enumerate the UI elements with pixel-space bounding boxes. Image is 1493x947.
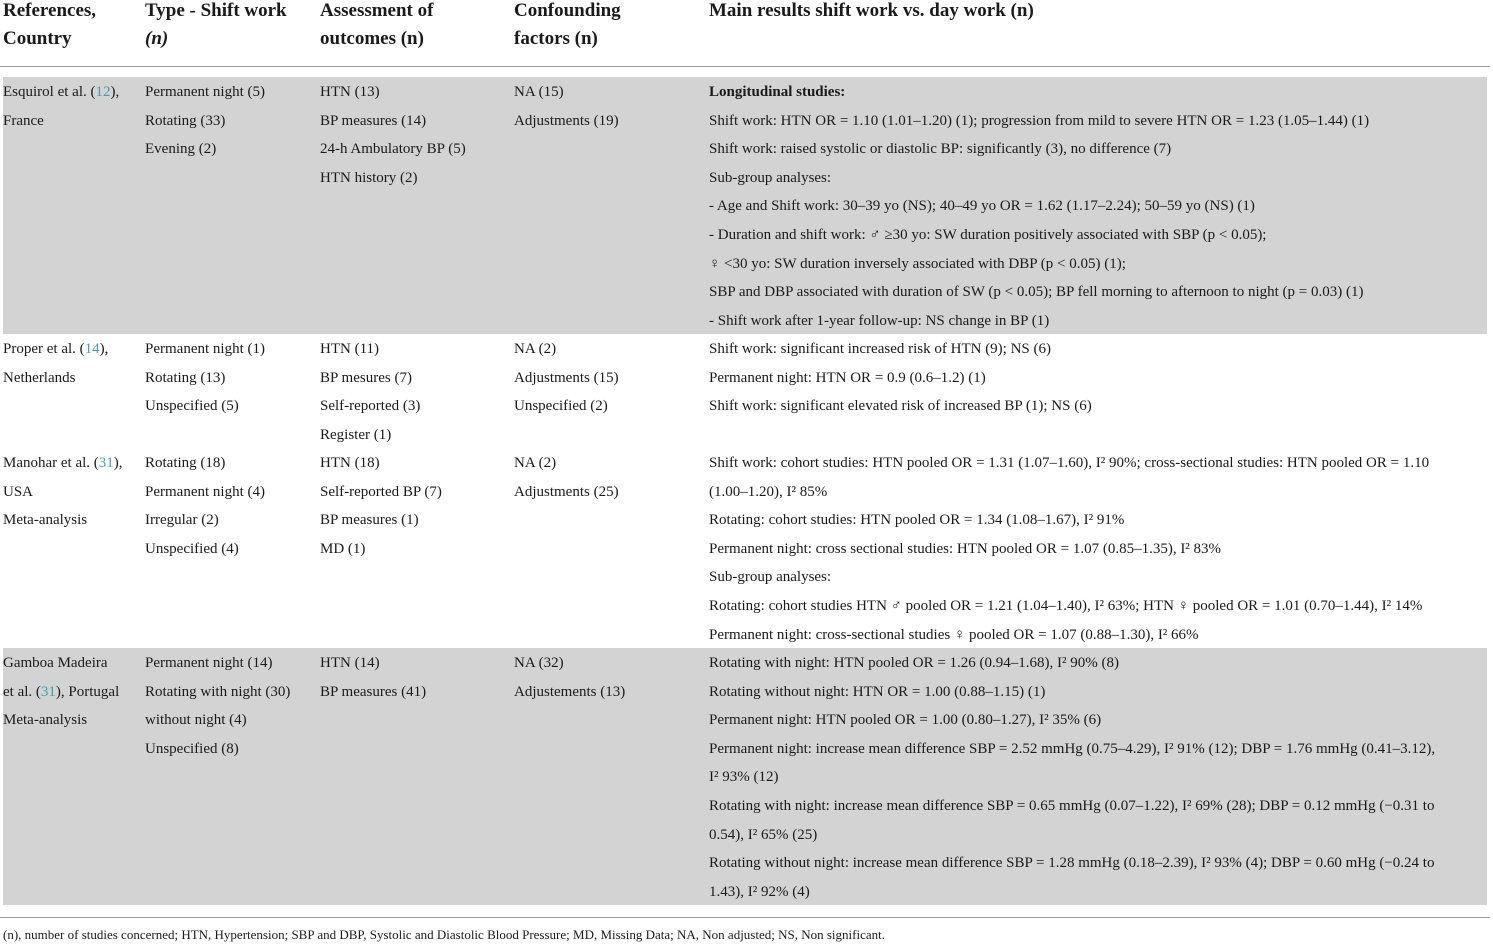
reference-line: et al. (31), Portugal bbox=[3, 683, 120, 700]
outcomes-cell: HTN (13) BP measures (14) 24-h Ambulatory BP (5) HTN history (2) bbox=[320, 84, 466, 186]
footer-rule bbox=[0, 917, 1490, 918]
citation-link[interactable]: 31 bbox=[40, 683, 56, 700]
citation-link[interactable]: 14 bbox=[84, 341, 100, 357]
type-cell: Permanent night (14) Rotating with night (30) without night (4) Unspecified (8) bbox=[145, 655, 291, 757]
confounders-cell: NA (15) Adjustments (19) bbox=[514, 84, 619, 129]
confounders-cell: NA (2) Adjustments (15) Unspecified (2) bbox=[514, 341, 619, 415]
results-cell: Rotating with night: HTN pooled OR = 1.26 (0.94–1.68), I² 90% (8) Rotating without night: HTN OR = 1.00 (0.88–1.15) (1) Permanent night: HTN pooled OR = 1.00 (0.80–1.27), I² 35% (6) Permanent night: increase mean difference SBP = 2.52 mmHg (0.75–4.29), I² 91% (12); DBP = 1.76 mmHg (0.41–3.12), I² 93% (12) Rotating with night: increase mean difference SBP = 0.65 mmHg (0.07–1.22), I² 69% (28); DBP = 0.12 mmHg (−0.31 to 0.54), I² 65% (25) Rotating without night: increase mean difference SBP = 1.28 mmHg (0.18–2.39), I² 93% (4); DBP = 0.60 mHg (−0.24 to 1.43), I² 92% (4) bbox=[709, 655, 1436, 900]
header-confounding: Confounding factors (n) bbox=[514, 0, 621, 49]
table-footnote: (n), number of studies concerned; HTN, Hypertension; SBP and DBP, Systolic and Diastolic Blood Pressure; MD, Missing Data; NA, Non adjusted; NS, Non significant. bbox=[3, 927, 885, 942]
confounders-cell: NA (2) Adjustments (25) bbox=[514, 455, 619, 500]
outcomes-cell: HTN (14) BP measures (41) bbox=[320, 655, 427, 700]
citation-link[interactable]: 31 bbox=[98, 455, 114, 471]
table-header bbox=[0, 0, 1493, 64]
reference-cell: Gamboa Madeira et al. (31), Portugal Meta-analysis bbox=[3, 649, 119, 735]
reference-cell bbox=[3, 449, 123, 535]
header-rule bbox=[0, 66, 1490, 67]
country: France bbox=[3, 112, 44, 129]
confounders-cell: NA (32) Adjustements (13) bbox=[514, 655, 626, 700]
results-cell: Shift work: cohort studies: HTN pooled OR = 1.31 (1.07–1.60), I² 90%; cross-sectional studies: HTN pooled OR = 1.10 (1.00–1.20), I² 85% Rotating: cohort studies: HTN pooled OR = 1.34 (1.08–1.67), I² 91% Permanent night: cross sectional studies: HTN pooled OR = 1.07 (0.85–1.35), I² 83% Sub-group analyses: Rotating: cohort studies HTN ♂ pooled OR = 1.21 (1.04–1.40), I² 63%; HTN ♀ pooled OR = 1.01 (0.70–1.44), I² 14% Permanent night: cross-sectional studies ♀ pooled OR = 1.07 (0.88–1.30), I² 66% bbox=[709, 455, 1430, 643]
outcomes-cell: HTN (11) BP mesures (7) Self-reported (3) Register (1) bbox=[320, 341, 421, 443]
reference-line: Esquirol et al. (12), bbox=[3, 84, 120, 100]
reference-line: Proper et al. (14), bbox=[3, 341, 109, 357]
header-assessment: Assessment of outcomes (n) bbox=[320, 0, 434, 49]
study-kind: Meta-analysis bbox=[3, 512, 88, 529]
type-cell: Rotating (18) Permanent night (4) Irregular (2) Unspecified (4) bbox=[145, 455, 265, 557]
results-subheading: Longitudinal studies: bbox=[709, 84, 846, 100]
header-references: References, Country bbox=[3, 0, 97, 49]
header-main-results: Main results shift work vs. day work (n) bbox=[709, 0, 1034, 21]
country: Netherlands bbox=[3, 369, 76, 386]
header-type: Type - Shift work (n) bbox=[145, 0, 287, 49]
results-cell: Longitudinal studies: Shift work: HTN OR = 1.10 (1.01–1.20) (1); progression from mild to severe HTN OR = 1.23 (1.05–1.44) (1) Shift work: raised systolic or diastolic BP: significantly (3), no difference (7) Sub-group analyses: - Age and Shift work: 30–39 yo (NS); 40–49 yo OR = 1.62 (1.17–2.24); 50–59 yo (NS) (1) - Duration and shift work: ♂ ≥30 yo: SW duration positively associated with SBP (p < 0.05); ♀ <30 yo: SW duration inversely associated with DBP (p < 0.05) (1); SBP and DBP associated with duration of SW (p < 0.05); BP fell morning to afternoon to night (p = 0.03) (1) - Shift work after 1-year follow-up: NS change in BP (1) bbox=[709, 78, 1369, 335]
outcomes-cell: HTN (18) Self-reported BP (7) BP measures (1) MD (1) bbox=[320, 455, 442, 557]
study-kind: Meta-analysis bbox=[3, 712, 88, 729]
results-cell: Shift work: significant increased risk of HTN (9); NS (6) Permanent night: HTN OR = 0.9 (0.6–1.2) (1) Shift work: significant elevated risk of increased BP (1); NS (6) bbox=[709, 341, 1092, 415]
citation-link[interactable]: 12 bbox=[95, 84, 111, 100]
reference-cell bbox=[3, 335, 108, 392]
reference-cell bbox=[3, 78, 119, 135]
type-cell: Permanent night (1) Rotating (13) Unspecified (5) bbox=[145, 341, 265, 415]
country: USA bbox=[3, 483, 34, 500]
type-cell: Permanent night (5) Rotating (33) Evening (2) bbox=[145, 84, 265, 158]
reference-line: Manohar et al. (31), bbox=[3, 455, 123, 471]
